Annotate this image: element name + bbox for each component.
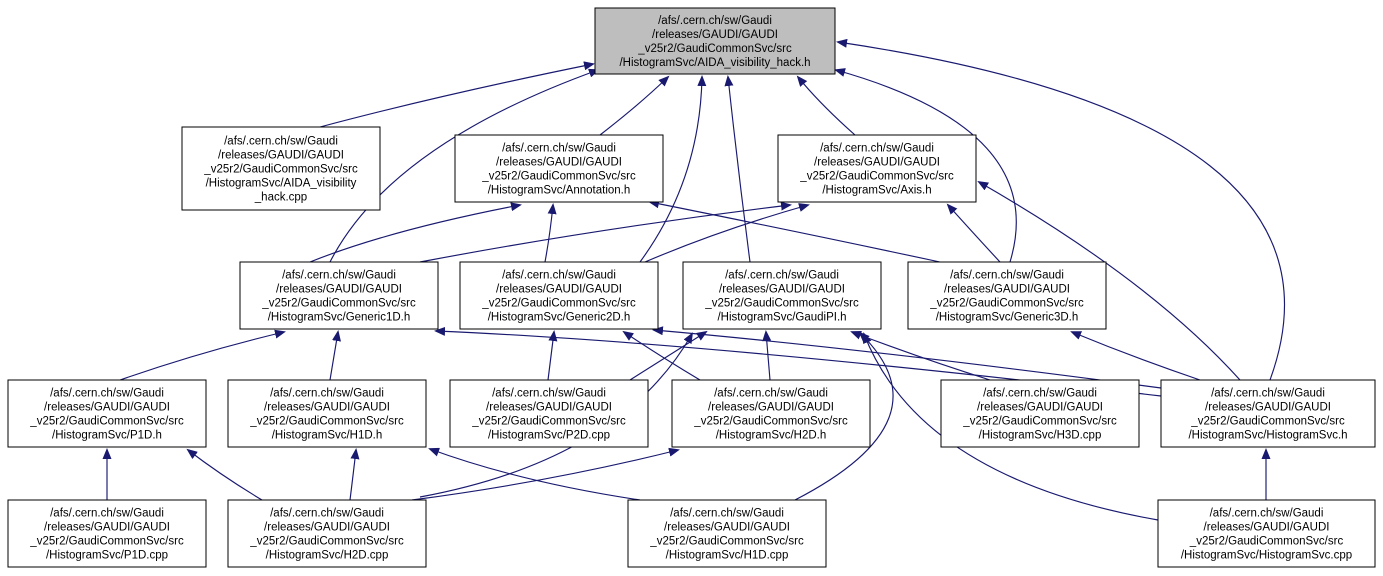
edge-p1d_h-to-generic1d_h [120, 332, 284, 380]
edge-h2d_cpp-to-h2d_h [412, 450, 678, 500]
node-label: /afs/.cern.ch/sw/Gaudi /releases/GAUDI/GAUDI _v25r2/GaudiCommonSvc/src /HistogramSvc/Generic2D.h [482, 269, 636, 324]
edge-aida_cpp-to-root [320, 64, 593, 127]
node-label: /afs/.cern.ch/sw/Gaudi /releases/GAUDI/GAUDI _v25r2/GaudiCommonSvc/src /HistogramSvc/Generic3D.h [930, 269, 1084, 324]
edge-generic3d_h-to-annotation_h [650, 202, 940, 262]
node-label: /afs/.cern.ch/sw/Gaudi /releases/GAUDI/GAUDI _v25r2/GaudiCommonSvc/src /HistogramSvc/P2D.cpp [472, 387, 626, 442]
edge-generic3d_h-to-axis_h [948, 205, 1000, 262]
node-label: /afs/.cern.ch/sw/Gaudi /releases/GAUDI/GAUDI _v25r2/GaudiCommonSvc/src /HistogramSvc/P1D.h [30, 387, 184, 442]
node-label: /afs/.cern.ch/sw/Gaudi /releases/GAUDI/GAUDI _v25r2/GaudiCommonSvc/src /HistogramSvc/Generic1D.h [262, 269, 416, 324]
node-generic1d_h[interactable] [240, 262, 438, 329]
node-label: /afs/.cern.ch/sw/Gaudi /releases/GAUDI/GAUDI _v25r2/GaudiCommonSvc/src /HistogramSvc/GaudiPI.h [705, 269, 859, 324]
node-h1d_cpp[interactable] [628, 500, 826, 567]
node-label: /afs/.cern.ch/sw/Gaudi /releases/GAUDI/GAUDI _v25r2/GaudiCommonSvc/src /HistogramSvc/Axis.h [800, 142, 954, 197]
edge-h2d_cpp-to-h1d_h [350, 450, 356, 500]
node-label: /afs/.cern.ch/sw/Gaudi /releases/GAUDI/GAUDI _v25r2/GaudiCommonSvc/src /HistogramSvc/AIDA_visibility _hack.cpp [204, 135, 358, 204]
node-label: /afs/.cern.ch/sw/Gaudi /releases/GAUDI/GAUDI _v25r2/GaudiCommonSvc/src /HistogramSvc/H2D.cpp [250, 507, 404, 562]
node-generic2d_h[interactable] [460, 262, 658, 329]
edge-h3d_cpp-to-gaudipi_h [852, 332, 990, 380]
node-histogramsvc_h[interactable] [1161, 380, 1375, 447]
node-label: /afs/.cern.ch/sw/Gaudi /releases/GAUDI/GAUDI _v25r2/GaudiCommonSvc/src /HistogramSvc/H2D.h [694, 387, 848, 442]
node-h1d_h[interactable] [228, 380, 426, 447]
node-label: /afs/.cern.ch/sw/Gaudi /releases/GAUDI/GAUDI _v25r2/GaudiCommonSvc/src /HistogramSvc/HistogramSvc.h [1188, 387, 1348, 442]
edge-histogramsvc_h-to-generic2d_h [654, 330, 1161, 388]
node-root [595, 8, 835, 74]
node-label: /afs/.cern.ch/sw/Gaudi /releases/GAUDI/GAUDI _v25r2/GaudiCommonSvc/src /HistogramSvc/H3D.cpp [963, 387, 1117, 442]
edge-p2d_cpp-to-gaudipi_h [630, 332, 706, 380]
node-gaudipi_h[interactable] [683, 262, 881, 329]
node-h2d_cpp[interactable] [228, 500, 426, 567]
edge-h2d_cpp-to-p1d_h [188, 450, 262, 500]
edge-annotation_h-to-root [600, 77, 668, 135]
nodes-layer [8, 8, 1375, 567]
edge-gaudipi_h-to-root [728, 77, 750, 262]
node-label: /afs/.cern.ch/sw/Gaudi /releases/GAUDI/GAUDI _v25r2/GaudiCommonSvc/src /HistogramSvc/Annotation.h [482, 142, 636, 197]
edge-h2d_h-to-gaudipi_h [766, 332, 770, 380]
edge-generic2d_h-to-annotation_h [545, 205, 553, 262]
node-label: /afs/.cern.ch/sw/Gaudi /releases/GAUDI/GAUDI _v25r2/GaudiCommonSvc/src /HistogramSvc/AIDA_visibility_hack.h [619, 15, 811, 69]
node-annotation_h[interactable] [455, 135, 663, 202]
node-h2d_h[interactable] [672, 380, 870, 447]
node-h3d_cpp[interactable] [941, 380, 1139, 447]
node-p1d_cpp[interactable] [8, 500, 206, 567]
node-aida_cpp[interactable] [182, 127, 380, 210]
edge-h1d_h-to-generic1d_h [330, 332, 338, 380]
edge-h1d_cpp-to-h1d_h [430, 449, 640, 500]
edge-axis_h-to-root [798, 77, 855, 135]
node-generic3d_h[interactable] [908, 262, 1106, 329]
node-label: /afs/.cern.ch/sw/Gaudi /releases/GAUDI/GAUDI _v25r2/GaudiCommonSvc/src /HistogramSvc/HistogramSvc.cpp [1180, 507, 1353, 562]
node-label: /afs/.cern.ch/sw/Gaudi /releases/GAUDI/GAUDI _v25r2/GaudiCommonSvc/src /HistogramSvc/P1D.cpp [30, 507, 184, 562]
node-label: /afs/.cern.ch/sw/Gaudi /releases/GAUDI/GAUDI _v25r2/GaudiCommonSvc/src /HistogramSvc/H1D.cpp [650, 507, 804, 562]
edge-p2d_cpp-to-generic2d_h [548, 332, 554, 380]
node-p1d_h[interactable] [8, 380, 206, 447]
edge-generic1d_h-to-annotation_h [310, 205, 520, 262]
node-axis_h[interactable] [778, 135, 976, 202]
node-label: /afs/.cern.ch/sw/Gaudi /releases/GAUDI/GAUDI _v25r2/GaudiCommonSvc/src /HistogramSvc/H1D.h [250, 387, 404, 442]
node-histogramsvc_cpp[interactable] [1158, 500, 1375, 567]
edge-histogramsvc_h-to-generic3d_h [1072, 332, 1200, 380]
node-p2d_cpp[interactable] [450, 380, 648, 447]
